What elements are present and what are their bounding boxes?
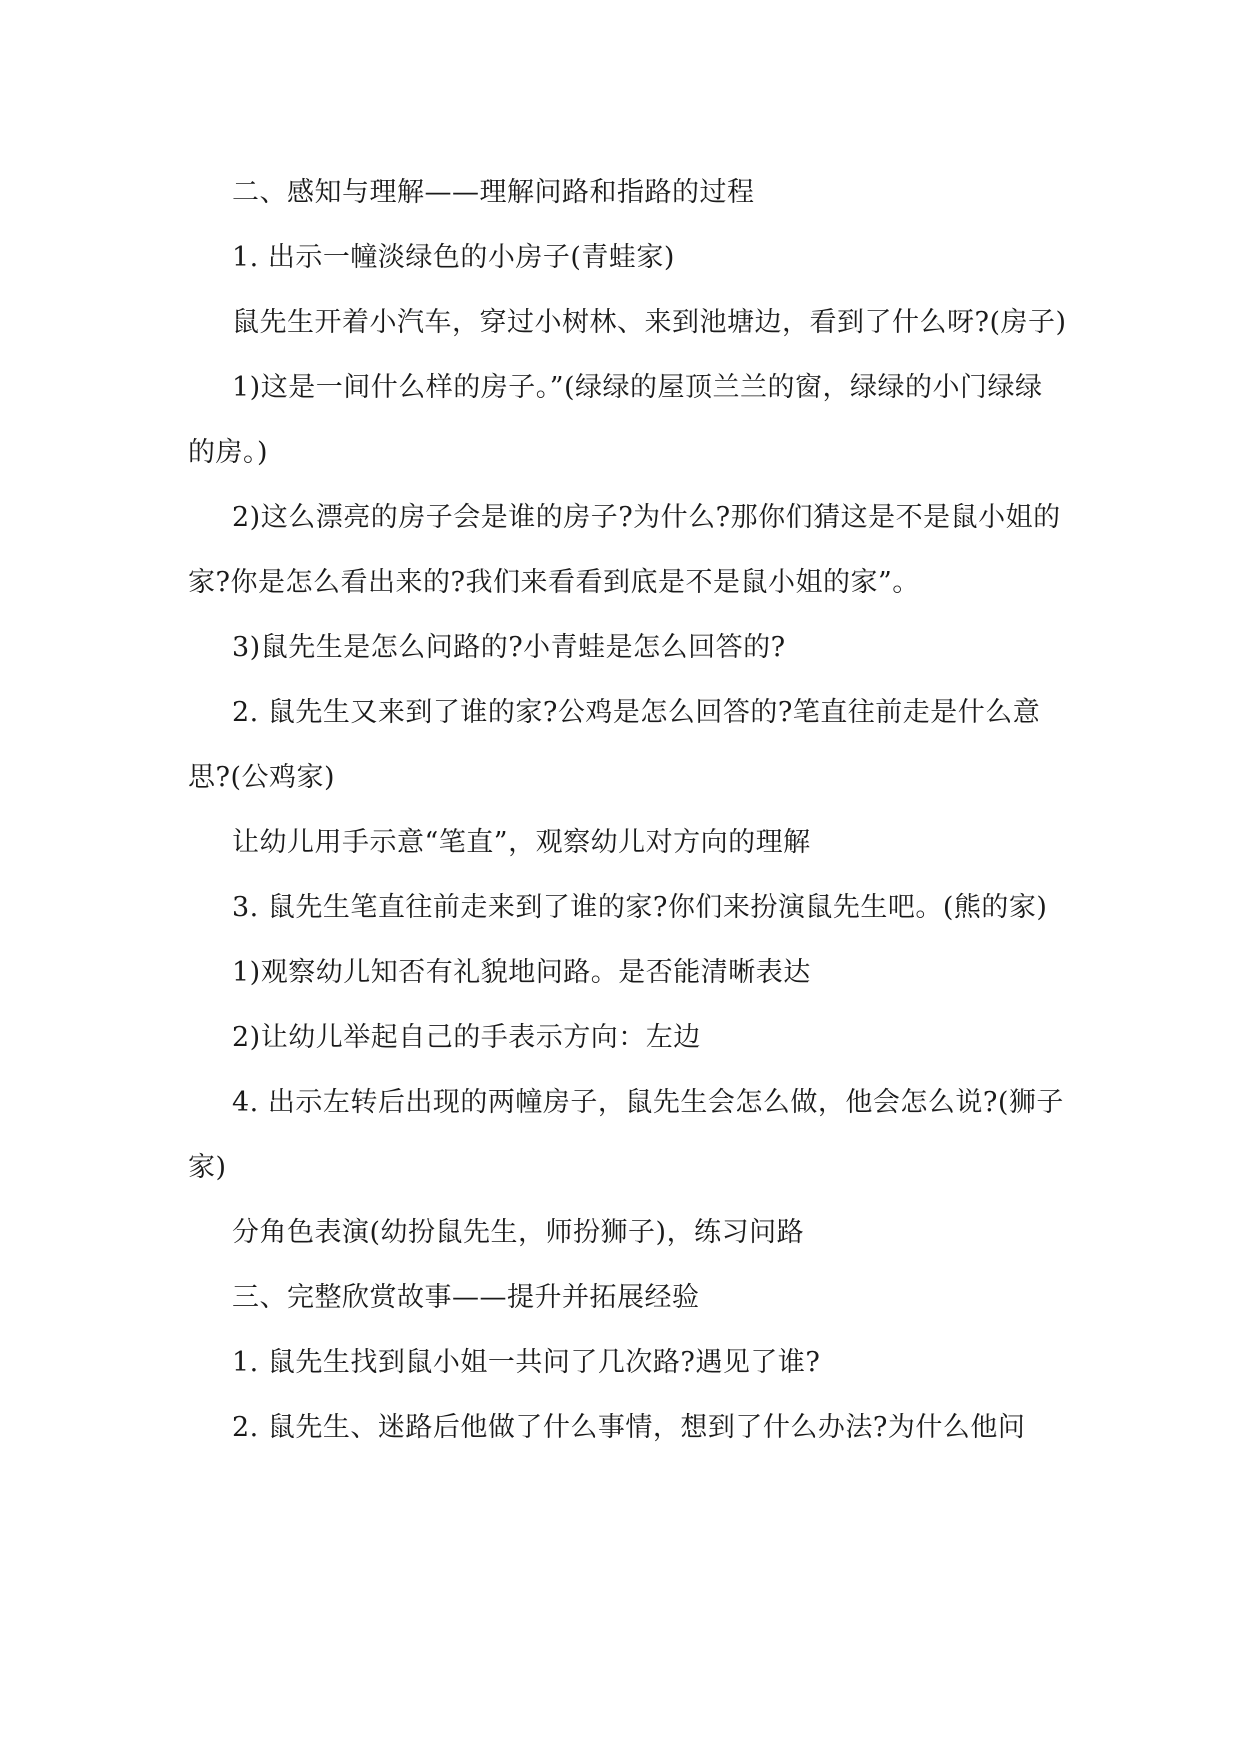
paragraph: 1)观察幼儿知否有礼貌地问路。是否能清晰表达 — [232, 957, 811, 988]
paragraph: 2. 鼠先生、迷路后他做了什么事情，想到了什么办法?为什么他问 — [232, 1412, 1026, 1443]
paragraph: 1. 出示一幢淡绿色的小房子(青蛙家) — [232, 242, 675, 273]
section-heading-perception: 二、感知与理解——理解问路和指路的过程 — [232, 177, 755, 208]
paragraph: 4. 出示左转后出现的两幢房子，鼠先生会怎么做，他会怎么说?(狮子家) — [188, 1087, 1064, 1183]
paragraph: 鼠先生开着小汽车，穿过小树林、来到池塘边，看到了什么呀?(房子) — [232, 307, 1067, 338]
paragraph: 2)这么漂亮的房子会是谁的房子?为什么?那你们猜这是不是鼠小姐的家?你是怎么看出来的?我们来看看到底是不是鼠小姐的家”。 — [188, 502, 1061, 598]
paragraph: 3)鼠先生是怎么问路的?小青蛙是怎么回答的? — [232, 632, 786, 663]
document-body — [188, 160, 1068, 1460]
paragraph: 2)让幼儿举起自己的手表示方向：左边 — [232, 1022, 701, 1053]
paragraph: 让幼儿用手示意“笔直”，观察幼儿对方向的理解 — [232, 827, 811, 858]
paragraph: 3. 鼠先生笔直往前走来到了谁的家?你们来扮演鼠先生吧。(熊的家) — [232, 892, 1048, 923]
paragraph: 1)这是一间什么样的房子。”(绿绿的屋顶兰兰的窗，绿绿的小门绿绿的房。) — [188, 372, 1043, 468]
paragraph: 1. 鼠先生找到鼠小姐一共问了几次路?遇见了谁? — [232, 1347, 821, 1378]
paragraph: 2. 鼠先生又来到了谁的家?公鸡是怎么回答的?笔直往前走是什么意思?(公鸡家) — [188, 697, 1041, 793]
section-heading-appreciation: 三、完整欣赏故事——提升并拓展经验 — [232, 1282, 700, 1313]
paragraph: 分角色表演(幼扮鼠先生，师扮狮子)，练习问路 — [232, 1217, 805, 1248]
